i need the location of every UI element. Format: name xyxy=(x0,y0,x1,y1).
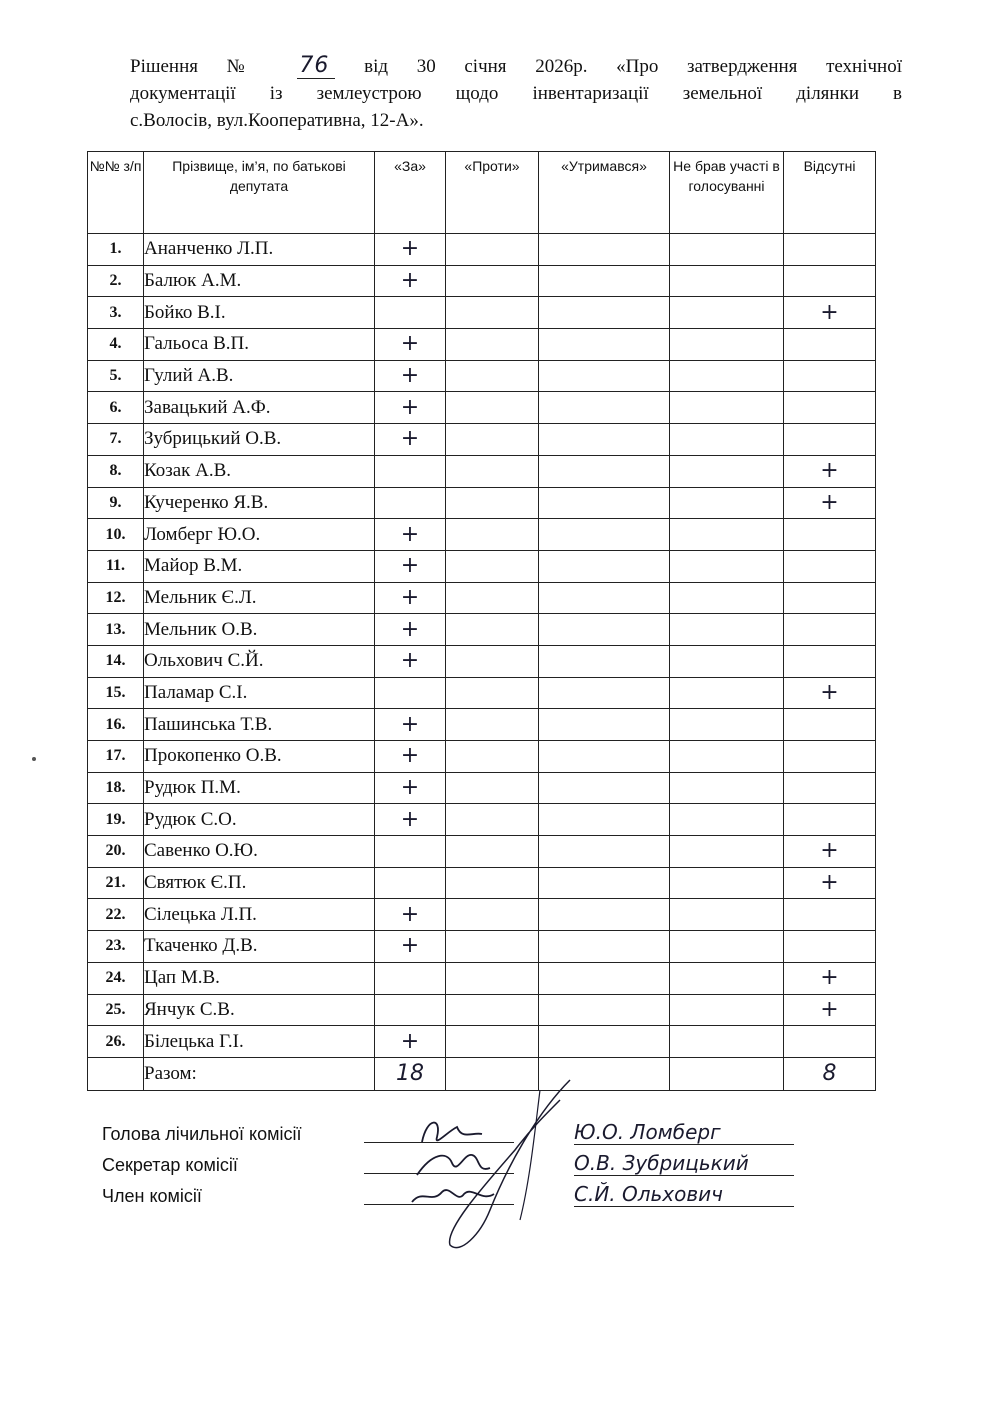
deputy-name: Кучеренко Я.В. xyxy=(144,487,375,519)
vote-cell-for xyxy=(375,424,446,456)
vote-cell-absent xyxy=(784,645,876,677)
vote-cell-absent xyxy=(784,899,876,931)
vote-cell-for xyxy=(375,836,446,868)
vote-cell-for xyxy=(375,741,446,773)
vote-cell-absent xyxy=(784,741,876,773)
vote-cell-absent xyxy=(784,424,876,456)
deputy-name: Майор В.М. xyxy=(144,550,375,582)
vote-mark: + xyxy=(820,489,839,515)
vote-mark: + xyxy=(820,838,839,864)
vote-cell-absent xyxy=(784,265,876,297)
row-number: 17. xyxy=(88,741,144,773)
table-row xyxy=(88,392,876,424)
vote-cell-against xyxy=(446,645,539,677)
vote-cell-abstained xyxy=(539,234,670,266)
vote-cell-against xyxy=(446,519,539,551)
vote-cell-against xyxy=(446,487,539,519)
decision-heading xyxy=(130,52,902,134)
row-number: 3. xyxy=(88,297,144,329)
table-row xyxy=(88,677,876,709)
table-row xyxy=(88,709,876,741)
member-name: С.Й. Ольхович xyxy=(574,1182,794,1207)
vote-cell-not-voting xyxy=(670,994,784,1026)
heading-prefix: Рішення № xyxy=(130,56,269,77)
vote-cell-against xyxy=(446,582,539,614)
vote-cell-not-voting xyxy=(670,772,784,804)
vote-cell-against xyxy=(446,836,539,868)
vote-cell-for xyxy=(375,899,446,931)
vote-cell-abstained xyxy=(539,645,670,677)
table-row xyxy=(88,424,876,456)
vote-mark: + xyxy=(400,901,420,927)
vote-cell-not-voting xyxy=(670,614,784,646)
vote-cell-for xyxy=(375,234,446,266)
row-number: 11. xyxy=(88,550,144,582)
vote-cell-absent xyxy=(784,994,876,1026)
vote-cell-for xyxy=(375,550,446,582)
header-not-voting: Не брав участі в голосуванні xyxy=(670,152,784,234)
vote-mark: + xyxy=(400,553,420,579)
table-row xyxy=(88,360,876,392)
vote-cell-for xyxy=(375,265,446,297)
vote-cell-for xyxy=(375,677,446,709)
vote-mark: + xyxy=(400,743,420,769)
vote-cell-for xyxy=(375,994,446,1026)
vote-mark: + xyxy=(400,394,420,420)
vote-cell-not-voting xyxy=(670,645,784,677)
decision-number: 76 xyxy=(297,53,335,79)
table-row xyxy=(88,741,876,773)
table-row xyxy=(88,1026,876,1058)
vote-mark: + xyxy=(400,268,420,294)
table-row xyxy=(88,804,876,836)
deputy-name: Савенко О.Ю. xyxy=(144,836,375,868)
deputy-name: Святюк Є.П. xyxy=(144,867,375,899)
vote-cell-abstained xyxy=(539,582,670,614)
vote-mark: + xyxy=(400,711,420,737)
vote-cell-not-voting xyxy=(670,360,784,392)
vote-cell-not-voting xyxy=(670,424,784,456)
vote-cell-abstained xyxy=(539,550,670,582)
vote-cell-for xyxy=(375,329,446,361)
row-number: 13. xyxy=(88,614,144,646)
vote-cell-absent xyxy=(784,867,876,899)
deputy-name: Козак А.В. xyxy=(144,455,375,487)
header-for: «За» xyxy=(375,152,446,234)
row-number: 9. xyxy=(88,487,144,519)
vote-mark: + xyxy=(400,1028,420,1054)
vote-cell-abstained xyxy=(539,867,670,899)
vote-cell-absent xyxy=(784,519,876,551)
vote-cell-absent xyxy=(784,931,876,963)
member-label: Член комісії xyxy=(102,1186,202,1206)
deputy-name: Янчук С.В. xyxy=(144,994,375,1026)
row-number: 10. xyxy=(88,519,144,551)
vote-cell-abstained xyxy=(539,519,670,551)
vote-cell-not-voting xyxy=(670,1026,784,1058)
vote-cell-abstained xyxy=(539,455,670,487)
vote-cell-for xyxy=(375,519,446,551)
vote-cell-not-voting xyxy=(670,962,784,994)
table-row xyxy=(88,550,876,582)
vote-cell-for xyxy=(375,867,446,899)
vote-cell-not-voting xyxy=(670,329,784,361)
total-not-voting xyxy=(670,1057,784,1090)
vote-cell-not-voting xyxy=(670,297,784,329)
total-label: Разом: xyxy=(144,1057,375,1090)
vote-cell-against xyxy=(446,931,539,963)
table-row xyxy=(88,265,876,297)
vote-cell-absent xyxy=(784,804,876,836)
row-number: 23. xyxy=(88,931,144,963)
vote-cell-absent xyxy=(784,1026,876,1058)
row-number: 24. xyxy=(88,962,144,994)
deputy-name: Сілецька Л.П. xyxy=(144,899,375,931)
vote-cell-for xyxy=(375,582,446,614)
row-number: 15. xyxy=(88,677,144,709)
row-number: 2. xyxy=(88,265,144,297)
deputy-name: Ткаченко Д.В. xyxy=(144,931,375,963)
vote-cell-absent xyxy=(784,550,876,582)
table-row xyxy=(88,994,876,1026)
vote-cell-not-voting xyxy=(670,234,784,266)
vote-cell-not-voting xyxy=(670,741,784,773)
vote-cell-against xyxy=(446,297,539,329)
vote-cell-not-voting xyxy=(670,455,784,487)
vote-cell-abstained xyxy=(539,424,670,456)
deputy-name: Завацький А.Ф. xyxy=(144,392,375,424)
member-row xyxy=(102,1182,822,1213)
vote-cell-against xyxy=(446,234,539,266)
heading-line-3: с.Волосів, вул.Кооперативна, 12-А». xyxy=(130,110,424,131)
vote-cell-against xyxy=(446,360,539,392)
vote-cell-absent xyxy=(784,487,876,519)
deputy-name: Білецька Г.І. xyxy=(144,1026,375,1058)
vote-cell-against xyxy=(446,455,539,487)
vote-cell-against xyxy=(446,899,539,931)
vote-mark: + xyxy=(400,426,420,452)
vote-cell-absent xyxy=(784,297,876,329)
vote-cell-for xyxy=(375,614,446,646)
deputy-name: Рудюк П.М. xyxy=(144,772,375,804)
vote-cell-for xyxy=(375,1026,446,1058)
vote-cell-abstained xyxy=(539,709,670,741)
row-number: 5. xyxy=(88,360,144,392)
vote-mark: + xyxy=(820,965,839,991)
vote-cell-for xyxy=(375,709,446,741)
scan-speck xyxy=(32,757,36,761)
deputy-name: Гулий А.В. xyxy=(144,360,375,392)
vote-mark: + xyxy=(820,458,839,484)
vote-cell-not-voting xyxy=(670,582,784,614)
deputy-name: Паламар С.І. xyxy=(144,677,375,709)
vote-cell-abstained xyxy=(539,804,670,836)
total-absent: 8 xyxy=(784,1057,876,1090)
table-row xyxy=(88,487,876,519)
vote-cell-against xyxy=(446,962,539,994)
total-empty-cell xyxy=(88,1057,144,1090)
vote-cell-abstained xyxy=(539,487,670,519)
deputy-name: Мельник О.В. xyxy=(144,614,375,646)
table-row xyxy=(88,836,876,868)
deputy-name: Ломберг Ю.О. xyxy=(144,519,375,551)
vote-cell-against xyxy=(446,329,539,361)
vote-cell-abstained xyxy=(539,931,670,963)
vote-cell-not-voting xyxy=(670,931,784,963)
table-row xyxy=(88,234,876,266)
vote-cell-abstained xyxy=(539,392,670,424)
deputy-name: Балюк А.М. xyxy=(144,265,375,297)
header-absent: Відсутні xyxy=(784,152,876,234)
row-number: 4. xyxy=(88,329,144,361)
vote-cell-for xyxy=(375,804,446,836)
vote-cell-not-voting xyxy=(670,487,784,519)
row-number: 12. xyxy=(88,582,144,614)
heading-line-1-rest: від 30 січня 2026р. «Про затвердження технічної xyxy=(364,56,903,77)
vote-cell-against xyxy=(446,424,539,456)
vote-cell-abstained xyxy=(539,614,670,646)
deputy-name: Зубрицький О.В. xyxy=(144,424,375,456)
row-number: 26. xyxy=(88,1026,144,1058)
vote-cell-abstained xyxy=(539,1026,670,1058)
vote-mark: + xyxy=(400,806,420,832)
deputy-name: Цап М.В. xyxy=(144,962,375,994)
vote-cell-not-voting xyxy=(670,550,784,582)
table-row xyxy=(88,614,876,646)
chair-name: Ю.О. Ломберг xyxy=(574,1120,794,1145)
vote-cell-against xyxy=(446,614,539,646)
vote-cell-abstained xyxy=(539,677,670,709)
vote-cell-abstained xyxy=(539,836,670,868)
vote-cell-for xyxy=(375,455,446,487)
vote-cell-absent xyxy=(784,234,876,266)
deputy-name: Ольхович С.Й. xyxy=(144,645,375,677)
deputy-name: Пашинська Т.В. xyxy=(144,709,375,741)
vote-cell-abstained xyxy=(539,772,670,804)
row-number: 6. xyxy=(88,392,144,424)
vote-cell-absent xyxy=(784,582,876,614)
vote-mark: + xyxy=(400,236,420,262)
vote-cell-against xyxy=(446,772,539,804)
vote-cell-absent xyxy=(784,360,876,392)
total-for: 18 xyxy=(375,1057,446,1090)
vote-cell-abstained xyxy=(539,741,670,773)
vote-cell-for xyxy=(375,487,446,519)
secretary-label: Секретар комісії xyxy=(102,1155,238,1175)
vote-cell-not-voting xyxy=(670,804,784,836)
vote-mark: + xyxy=(400,775,420,801)
heading-line-1 xyxy=(130,52,902,80)
vote-mark: + xyxy=(400,648,420,674)
vote-mark: + xyxy=(820,299,839,325)
vote-cell-absent xyxy=(784,772,876,804)
vote-cell-abstained xyxy=(539,962,670,994)
vote-cell-abstained xyxy=(539,360,670,392)
table-row xyxy=(88,899,876,931)
header-against: «Проти» xyxy=(446,152,539,234)
vote-cell-abstained xyxy=(539,265,670,297)
deputy-name: Бойко В.І. xyxy=(144,297,375,329)
vote-mark: + xyxy=(400,933,420,959)
vote-cell-against xyxy=(446,994,539,1026)
header-abstained: «Утримався» xyxy=(539,152,670,234)
heading-line-2: документації із землеустрою щодо інвентаризації земельної ділянки в xyxy=(130,83,902,104)
row-number: 19. xyxy=(88,804,144,836)
vote-mark: + xyxy=(400,363,420,389)
vote-cell-abstained xyxy=(539,329,670,361)
vote-cell-for xyxy=(375,392,446,424)
counting-commission xyxy=(102,1120,822,1213)
row-number: 21. xyxy=(88,867,144,899)
vote-mark: + xyxy=(400,521,420,547)
vote-mark: + xyxy=(400,584,420,610)
vote-cell-against xyxy=(446,741,539,773)
vote-mark: + xyxy=(820,870,839,896)
vote-cell-not-voting xyxy=(670,392,784,424)
row-number: 16. xyxy=(88,709,144,741)
vote-cell-absent xyxy=(784,962,876,994)
vote-cell-against xyxy=(446,392,539,424)
vote-cell-not-voting xyxy=(670,677,784,709)
deputy-name: Ананченко Л.П. xyxy=(144,234,375,266)
vote-cell-for xyxy=(375,772,446,804)
row-number: 7. xyxy=(88,424,144,456)
vote-cell-not-voting xyxy=(670,836,784,868)
vote-cell-against xyxy=(446,804,539,836)
vote-cell-not-voting xyxy=(670,519,784,551)
vote-mark: + xyxy=(820,679,839,705)
deputy-name: Рудюк С.О. xyxy=(144,804,375,836)
chair-label: Голова лічильної комісії xyxy=(102,1124,302,1144)
table-row xyxy=(88,931,876,963)
deputy-name: Прокопенко О.В. xyxy=(144,741,375,773)
vote-cell-not-voting xyxy=(670,867,784,899)
table-row xyxy=(88,297,876,329)
table-row xyxy=(88,455,876,487)
vote-mark: + xyxy=(400,331,420,357)
vote-mark: + xyxy=(820,996,839,1022)
table-body xyxy=(88,234,876,1058)
member-signature-icon xyxy=(402,1174,502,1214)
row-number: 25. xyxy=(88,994,144,1026)
vote-cell-against xyxy=(446,1026,539,1058)
table-row xyxy=(88,962,876,994)
row-number: 8. xyxy=(88,455,144,487)
vote-mark: + xyxy=(400,616,420,642)
table-row xyxy=(88,645,876,677)
vote-cell-for xyxy=(375,360,446,392)
vote-cell-absent xyxy=(784,455,876,487)
row-number: 20. xyxy=(88,836,144,868)
row-number: 14. xyxy=(88,645,144,677)
vote-cell-for xyxy=(375,962,446,994)
header-name: Прізвище, ім’я, по батькові депутата xyxy=(144,152,375,234)
voting-table xyxy=(87,151,876,1091)
vote-cell-absent xyxy=(784,614,876,646)
table-row xyxy=(88,329,876,361)
vote-cell-abstained xyxy=(539,994,670,1026)
vote-cell-absent xyxy=(784,329,876,361)
table-row xyxy=(88,867,876,899)
row-number: 1. xyxy=(88,234,144,266)
vote-cell-absent xyxy=(784,709,876,741)
vote-cell-not-voting xyxy=(670,265,784,297)
deputy-name: Гальоса В.П. xyxy=(144,329,375,361)
vote-cell-absent xyxy=(784,392,876,424)
table-row xyxy=(88,772,876,804)
vote-cell-against xyxy=(446,709,539,741)
vote-cell-for xyxy=(375,931,446,963)
table-header-row xyxy=(88,152,876,234)
vote-cell-not-voting xyxy=(670,899,784,931)
header-number: №№ з/п xyxy=(88,152,144,234)
deputy-name: Мельник Є.Л. xyxy=(144,582,375,614)
vote-cell-against xyxy=(446,550,539,582)
row-number: 22. xyxy=(88,899,144,931)
vote-cell-for xyxy=(375,645,446,677)
vote-cell-absent xyxy=(784,836,876,868)
vote-cell-abstained xyxy=(539,899,670,931)
table-row xyxy=(88,582,876,614)
table-row xyxy=(88,519,876,551)
vote-cell-absent xyxy=(784,677,876,709)
vote-cell-for xyxy=(375,297,446,329)
secretary-name: О.В. Зубрицький xyxy=(574,1151,794,1176)
vote-cell-against xyxy=(446,867,539,899)
vote-cell-not-voting xyxy=(670,709,784,741)
vote-cell-against xyxy=(446,265,539,297)
vote-cell-abstained xyxy=(539,297,670,329)
row-number: 18. xyxy=(88,772,144,804)
vote-cell-against xyxy=(446,677,539,709)
